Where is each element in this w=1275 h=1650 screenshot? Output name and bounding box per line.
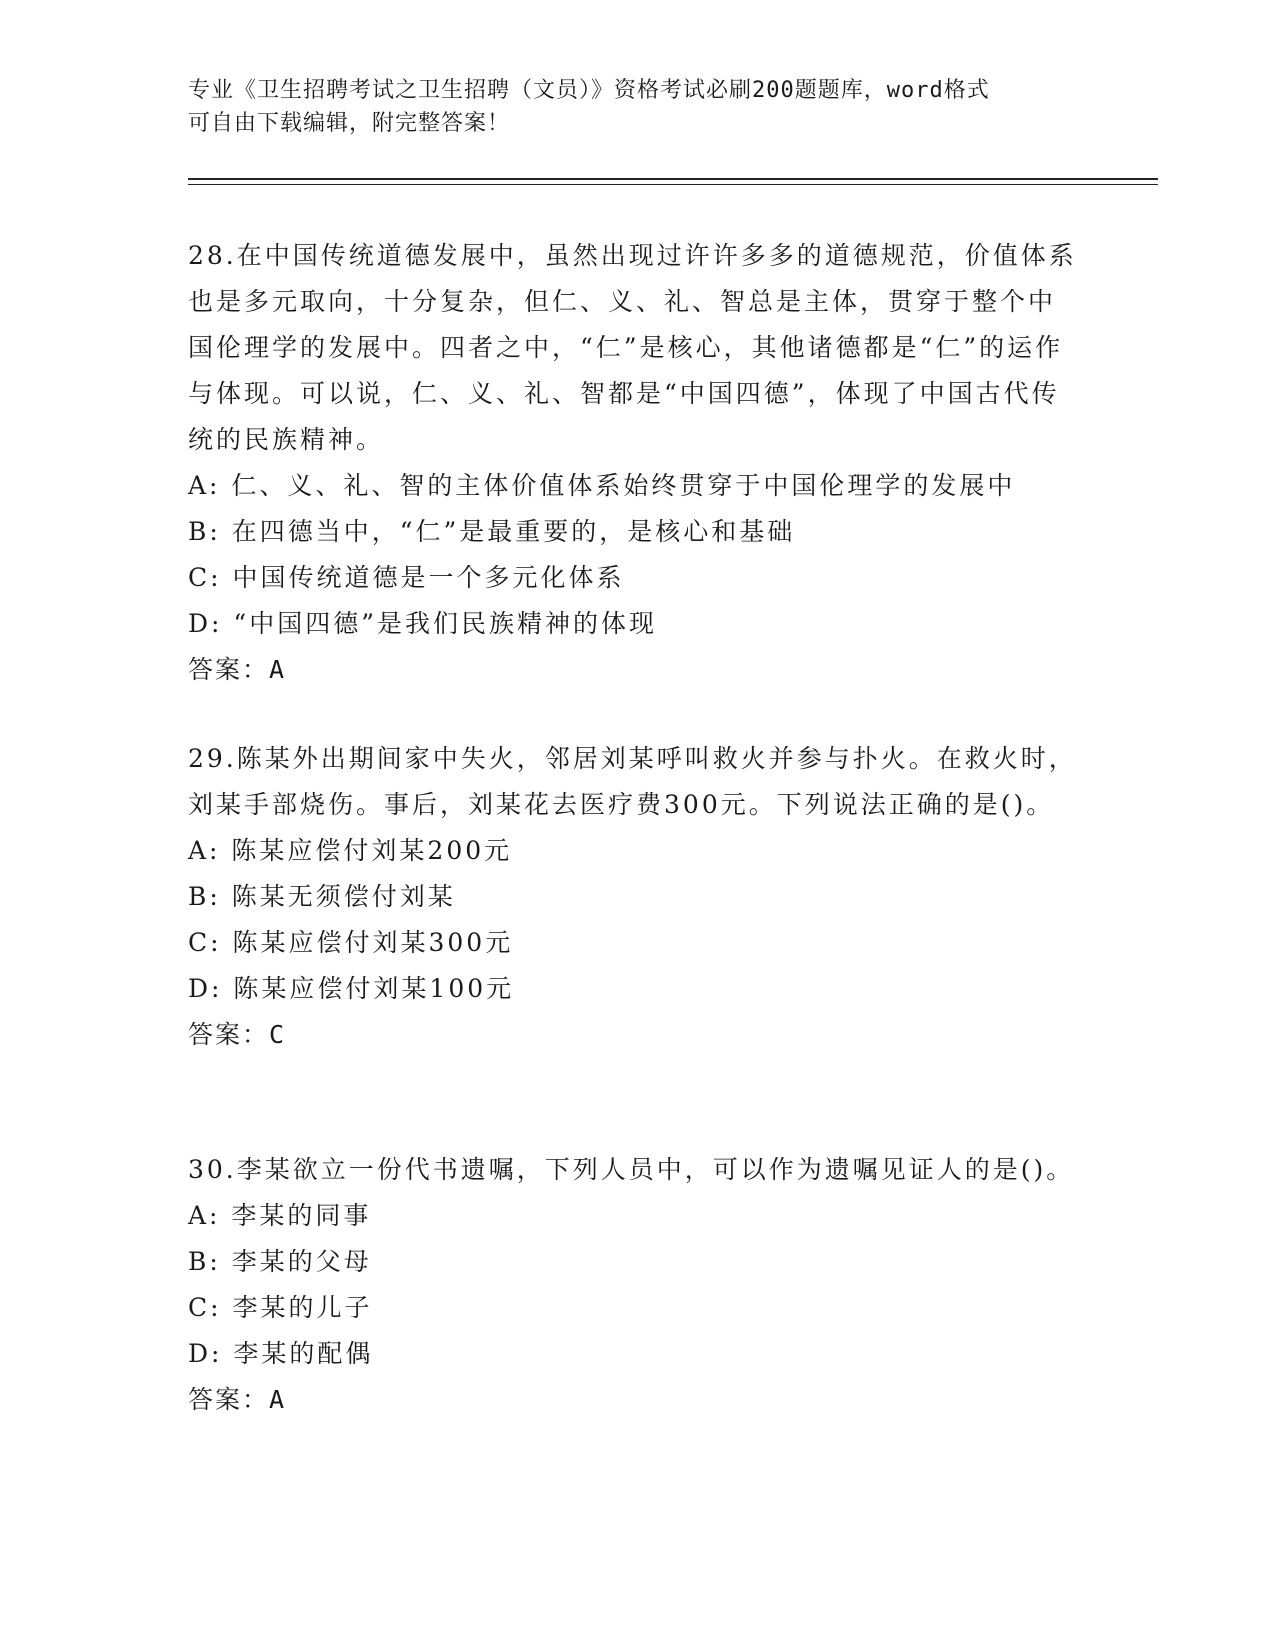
option-a: A: 陈某应偿付刘某200元 xyxy=(188,836,513,865)
option-b: B: 李某的父母 xyxy=(188,1247,372,1276)
answer-label: 答案：A xyxy=(188,1385,287,1414)
option-b: B: 陈某无须偿付刘某 xyxy=(188,882,456,911)
header-divider-thin xyxy=(188,184,1158,185)
header-title-line2: 可自由下载编辑，附完整答案！ xyxy=(188,111,511,136)
answer-label: 答案：A xyxy=(188,655,287,684)
question-28 xyxy=(188,233,1078,693)
question-stem: 29.陈某外出期间家中失火，邻居刘某呼叫救火并参与扑火。在救火时，刘某手部烧伤。事后，刘某花去医疗费300元。下列说法正确的是()。 xyxy=(188,744,1077,819)
option-b: B: 在四德当中，“仁”是最重要的，是核心和基础 xyxy=(188,517,796,546)
option-c: C: 中国传统道德是一个多元化体系 xyxy=(188,563,625,592)
option-a: A: 仁、义、礼、智的主体价值体系始终贯穿于中国伦理学的发展中 xyxy=(188,471,1016,500)
option-d: D: 陈某应偿付刘某100元 xyxy=(188,974,515,1003)
answer-label: 答案：C xyxy=(188,1020,287,1049)
header-divider-thick xyxy=(188,178,1158,180)
question-stem: 30.李某欲立一份代书遗嘱，下列人员中，可以作为遗嘱见证人的是()。 xyxy=(188,1155,1075,1184)
option-d: D: “中国四德”是我们民族精神的体现 xyxy=(188,609,657,638)
option-c: C: 李某的儿子 xyxy=(188,1293,373,1322)
question-30 xyxy=(188,1147,1078,1423)
option-c: C: 陈某应偿付刘某300元 xyxy=(188,928,514,957)
question-29 xyxy=(188,736,1078,1058)
header-title-line1: 专业《卫生招聘考试之卫生招聘（文员）》资格考试必刷200题题库，word格式 xyxy=(188,78,990,103)
question-stem: 28.在中国传统道德发展中，虽然出现过许许多多的道德规范，价值体系也是多元取向，十分复杂，但仁、义、礼、智总是主体，贯穿于整个中国伦理学的发展中。四者之中，“仁”是核心，其他诸德都是“仁”的运作与体现。可以说，仁、义、礼、智都是“中国四德”，体现了中国古代传统的民族精神。 xyxy=(188,241,1077,454)
option-a: A: 李某的同事 xyxy=(188,1201,372,1230)
option-d: D: 李某的配偶 xyxy=(188,1339,374,1368)
document-header xyxy=(188,74,1068,140)
